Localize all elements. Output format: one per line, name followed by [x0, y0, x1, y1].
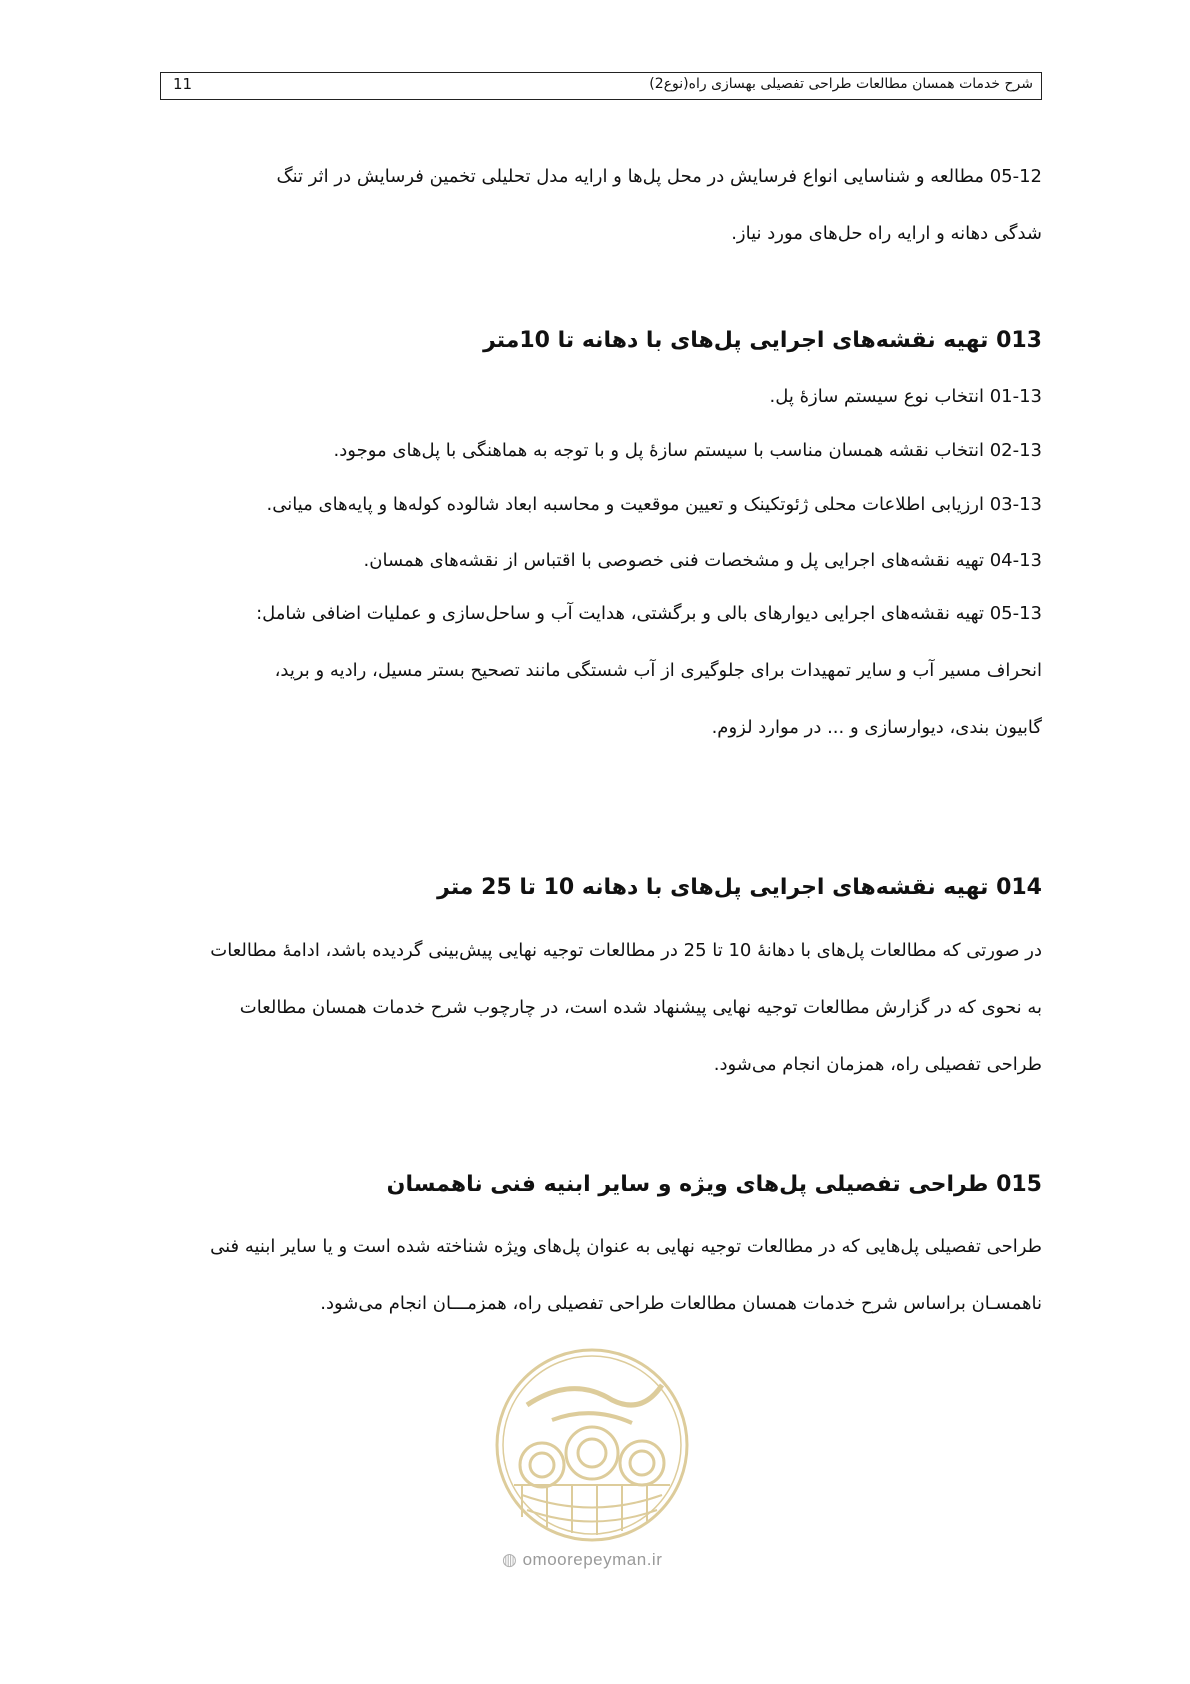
section-heading-015: 015 طراحی تفصیلی پل‌های ویژه و سایر ابنیه فنی ناهمسان: [386, 1172, 1042, 1197]
section-015-body: [168, 1218, 1042, 1332]
section-014-body: [168, 922, 1042, 1093]
section-heading-014: 014 تهیه نقشه‌های اجرایی پل‌های با دهانه 10 تا 25 متر: [437, 875, 1042, 900]
watermark-logo: [492, 1345, 692, 1545]
watermark-site-text: omoorepeyman.ir: [522, 1550, 663, 1569]
paragraph-line: به نحوی که در گزارش مطالعات توجیه نهایی پیشنهاد شده است، در چارچوب شرح خدمات همسان مطالعات: [239, 997, 1042, 1018]
list-item: 01-13 انتخاب نوع سیستم سازهٔ پل.: [769, 386, 1042, 407]
paragraph-line: طراحی تفصیلی پل‌هایی که در مطالعات توجیه نهایی به عنوان پل‌های ویژه شناخته شده است و یا سایر ابنیه فنی: [210, 1236, 1042, 1257]
list-item: 02-13 انتخاب نقشه همسان مناسب با سیستم سازهٔ پل و با توجه به هماهنگی با پل‌های موجود.: [333, 440, 1042, 461]
header-title: شرح خدمات همسان مطالعات طراحی تفصیلی بهسازی راه(نوع2): [649, 76, 1033, 92]
paragraph-line: طراحی تفصیلی راه، همزمان انجام می‌شود.: [713, 1054, 1042, 1075]
paragraph-line: 05-12 مطالعه و شناسایی انواع فرسایش در محل پل‌ها و ارایه مدل تحلیلی تخمین فرسایش در اثر تنگ: [276, 166, 1042, 187]
watermark-site: [502, 1550, 662, 1570]
page-header: [160, 72, 1042, 100]
page-number: 11: [173, 75, 193, 93]
list-item: 03-13 ارزیابی اطلاعات محلی ژئوتکینک و تعیین موقعیت و محاسبه ابعاد شالوده کوله‌ها و پایه‌های میانی.: [266, 494, 1042, 515]
list-item: 04-13 تهیه نقشه‌های اجرایی پل و مشخصات فنی خصوصی با اقتباس از نقشه‌های همسان.: [363, 550, 1042, 571]
section-heading-013: 013 تهیه نقشه‌های اجرایی پل‌های با دهانه تا 10متر: [483, 328, 1042, 353]
list-item-05-13: [256, 585, 1042, 756]
globe-icon: ◍: [502, 1550, 518, 1569]
paragraph-line: 05-13 تهیه نقشه‌های اجرایی دیوارهای بالی و برگشتی، هدایت آب و ساحل‌سازی و عملیات اضافی شامل:: [256, 603, 1042, 624]
paragraph-line: ناهمسـان براساس شرح خدمات همسان مطالعات طراحی تفصیلی راه، همزمـــان انجام می‌شود.: [320, 1293, 1042, 1314]
paragraph-line: انحراف مسیر آب و سایر تمهیدات برای جلوگیری از آب شستگی مانند تصحیح بستر مسیل، رادیه و برید،: [274, 660, 1042, 681]
paragraph-line: در صورتی که مطالعات پل‌های با دهانهٔ 10 تا 25 در مطالعات توجیه نهایی پیش‌بینی گردیده باشد، ادامهٔ مطالعات: [210, 940, 1042, 961]
paragraph-05-12: [276, 148, 1042, 262]
paragraph-line: گابیون بندی، دیوارسازی و ... در موارد لزوم.: [711, 717, 1042, 738]
paragraph-line: شدگی دهانه و ارایه راه حل‌های مورد نیاز.: [731, 223, 1042, 244]
